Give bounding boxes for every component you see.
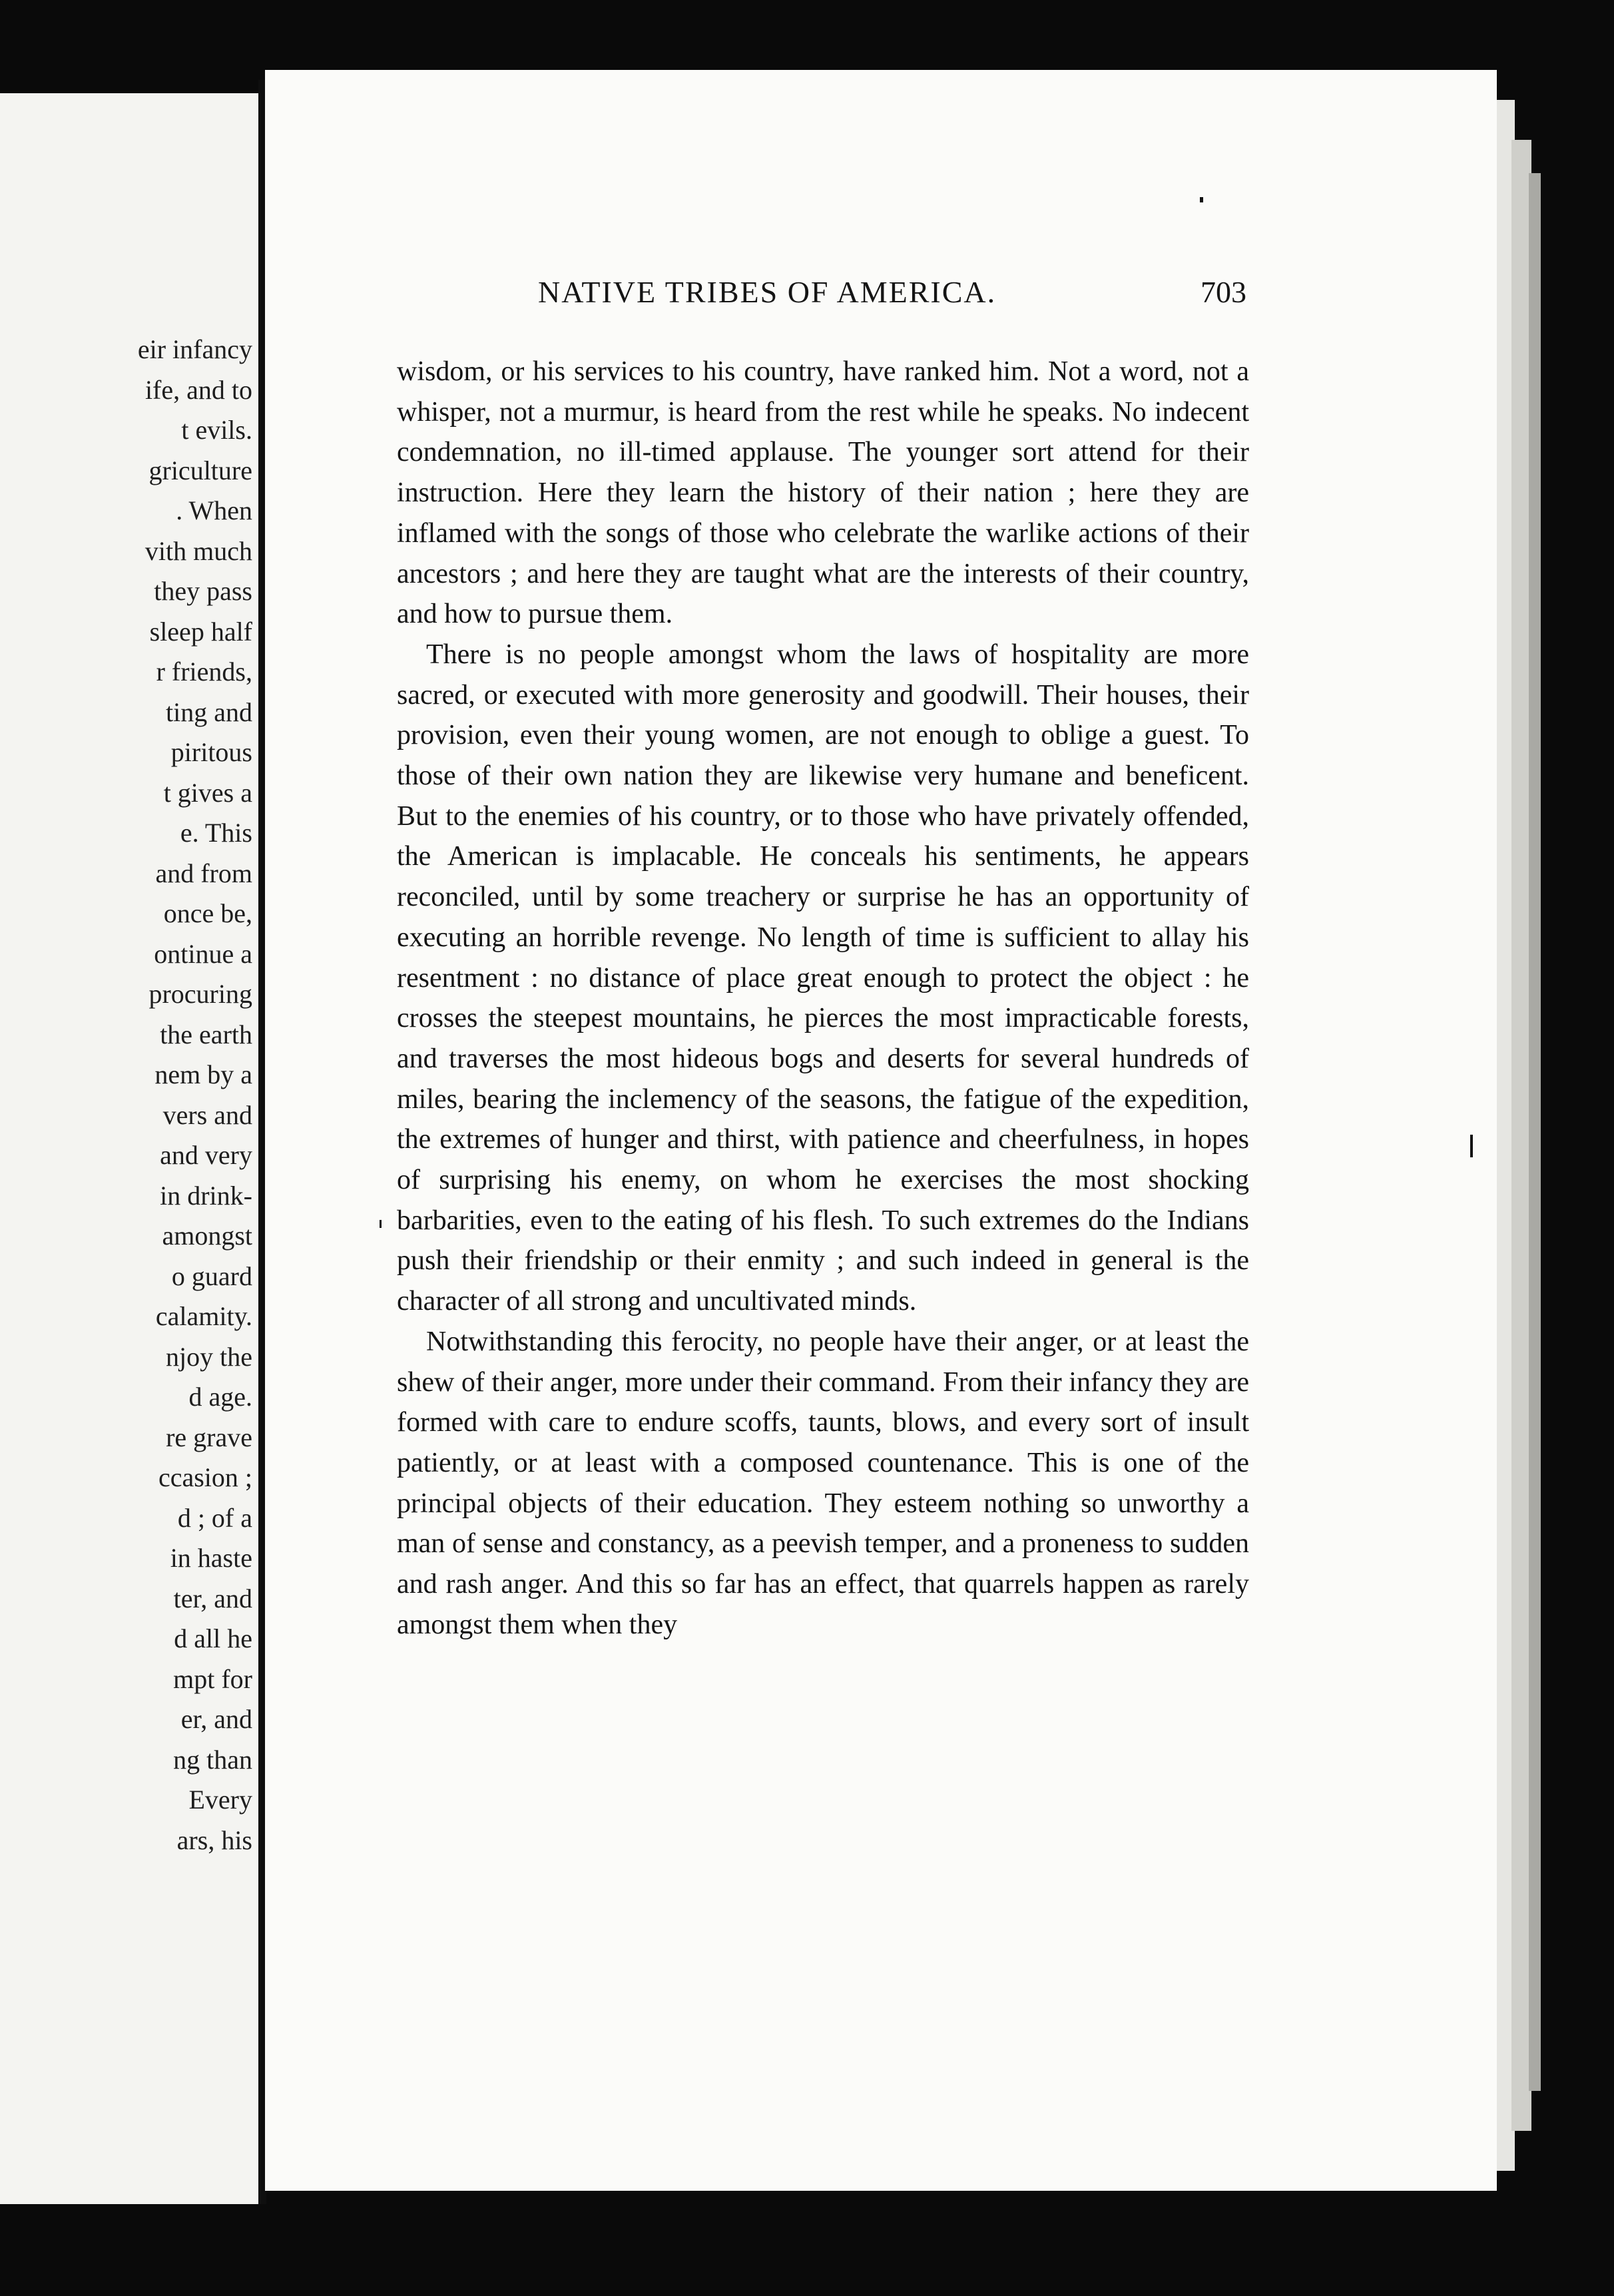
left-page-fragment: once be,	[163, 898, 252, 928]
left-page-fragment: e. This	[180, 818, 252, 848]
page-header	[538, 274, 1246, 312]
left-page-fragment: re grave	[166, 1422, 252, 1452]
left-page-fragment: sleep half	[149, 616, 252, 647]
left-page-fragment: . When	[176, 495, 252, 525]
ink-speck	[380, 1220, 382, 1228]
left-page-fragment: and from	[155, 858, 252, 888]
left-page-fragment: r friends,	[156, 657, 252, 687]
left-page-fragment: in drink-	[160, 1180, 252, 1211]
left-page-fragment: t evils.	[181, 415, 252, 445]
page-body-text	[397, 352, 1249, 1645]
left-page-fragment: ife, and to	[144, 374, 252, 405]
left-page-fragment: ter, and	[173, 1583, 252, 1613]
left-page-fragment: they pass	[154, 576, 252, 606]
left-page-fragment: ng than	[173, 1744, 252, 1775]
page-edge-stack-shadow	[1529, 173, 1541, 2091]
paragraph: wisdom, or his services to his country, have ranked him. Not a word, not a whisper, not a murmur, is heard from the rest while he speaks. No indecent condemnation, no ill-timed applause. The younger sort attend for their instruction. Here they learn the history of their nation ; here they are inflamed with the songs of those who celebrate the warlike actions of their ancestors ; and here they are taught what are the interests of their country, and how to pursue them.	[397, 356, 1249, 630]
left-page-fragment: d ; of a	[177, 1502, 252, 1533]
left-page-fragment: ontinue a	[154, 938, 252, 969]
left-page-fragment: Every	[188, 1785, 252, 1815]
left-page-fragment: mpt for	[173, 1663, 252, 1694]
left-page-fragment: o guard	[171, 1261, 252, 1291]
left-page-fragment: njoy the	[166, 1341, 252, 1372]
left-page-fragment: calamity.	[155, 1301, 252, 1331]
paragraph: There is no people amongst whom the laws of hospitality are more sacred, or executed with more generosity and goodwill. Their houses, their provision, even their young women, are not enough to oblige a guest. To those of their own nation they are likewise very humane and beneficent. But to the enemies of his country, or to those who have privately offended, the American is implacable. He conceals his sentiments, he appears reconciled, until by some treachery or surprise he has an opportunity of executing an horrible revenge. No length of time is sufficient to allay his resentment : no distance of place great enough to protect the object : he crosses the steepest mountains, he pierces the most impracticable forests, and traverses the most hideous bogs and deserts for several hundreds of miles, bearing the inclemency of the seasons, the fatigue of the expedition, the extremes of hunger and thirst, with patience and cheerfulness, in hopes of surprising his enemy, on whom he exercises the most shocking barbarities, even to the eating of his flesh. To such extremes do the Indians push their friendship or their enmity ; and such indeed in general is the character of all strong and uncultivated minds.	[397, 639, 1249, 1317]
left-page-fragment: ccasion ;	[158, 1462, 252, 1492]
left-page-fragment: amongst	[162, 1221, 252, 1251]
left-page-fragment: eir infancy	[137, 334, 252, 364]
left-page-fragment: vith much	[144, 535, 252, 566]
left-page-fragment: d all he	[174, 1623, 252, 1653]
left-page-fragment: procuring	[148, 979, 252, 1009]
left-page-fragment: t gives a	[163, 777, 252, 808]
left-page-fragment: vers and	[162, 1099, 252, 1130]
left-page-fragment: ting and	[166, 697, 252, 727]
ink-speck	[1470, 1135, 1473, 1157]
left-page-fragment: griculture	[148, 455, 252, 485]
left-page-fragment: piritous	[170, 737, 252, 767]
page-number: 703	[1201, 275, 1246, 309]
paragraph: Notwithstanding this ferocity, no people have their anger, or at least the shew of their anger, more under their command. From their infancy they are formed with care to endure scoffs, taunts, blows, and every sort of insult patiently, or at least with a composed countenance. This is one of the principal objects of their education. They esteem nothing so unworthy a man of sense and constancy, as a peevish temper, and a proneness to sudden and rash anger. And this so far has an effect, that quarrels happen as rarely amongst them when they	[397, 1326, 1249, 1640]
ink-speck	[1200, 197, 1203, 202]
left-page-fragment: and very	[160, 1140, 252, 1170]
left-page-text-fragments	[0, 330, 252, 1861]
left-page-fragment: in haste	[170, 1543, 252, 1573]
running-head: NATIVE TRIBES OF AMERICA.	[538, 275, 997, 309]
left-page-fragment: the earth	[160, 1019, 252, 1049]
left-page	[0, 93, 263, 2204]
left-page-fragment: d age.	[188, 1382, 252, 1412]
left-page-fragment: nem by a	[154, 1059, 252, 1089]
left-page-fragment: er, and	[180, 1704, 252, 1734]
left-page-fragment: ars, his	[176, 1825, 252, 1855]
